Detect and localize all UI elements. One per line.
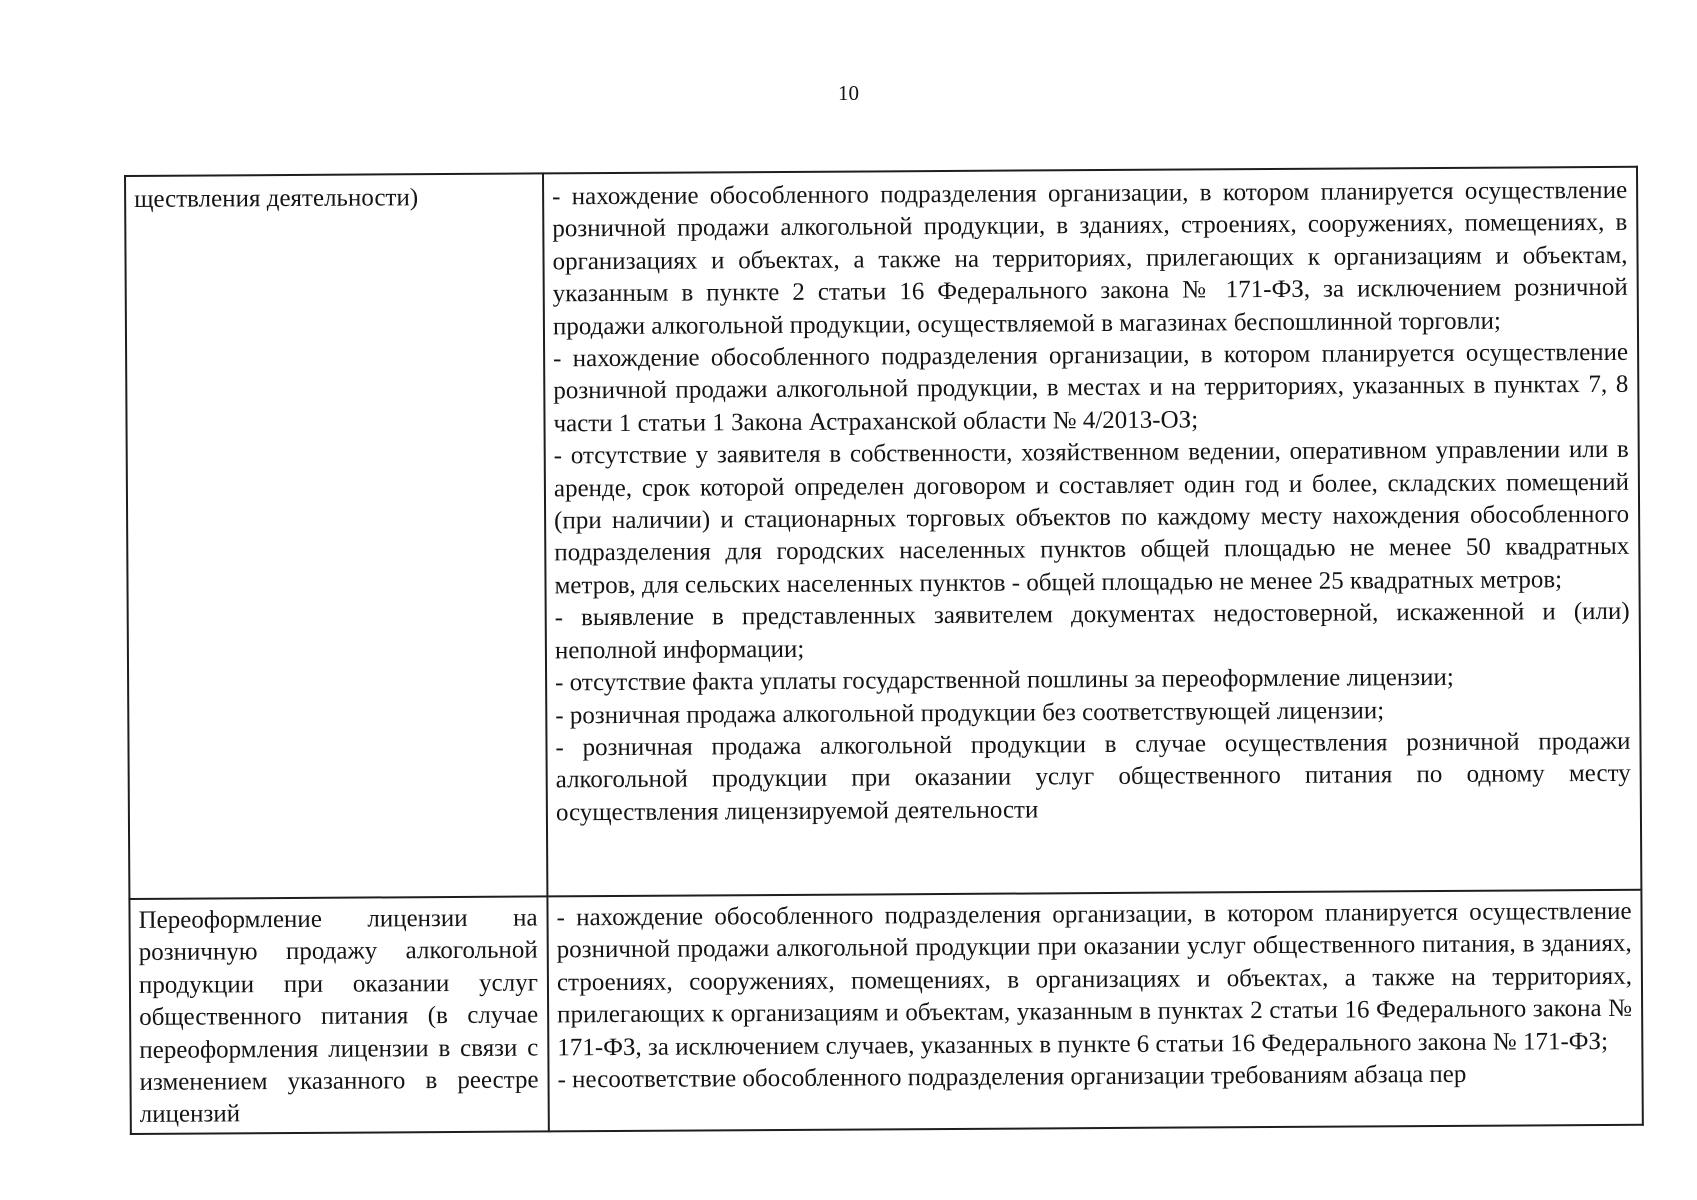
table-cell-service — [125, 173, 547, 899]
table-cell-grounds — [543, 167, 1641, 897]
refusal-grounds-text: - нахождение обособленного подразделения организации, в котором планируется осуществление розничной продажи алкогольной продукции, в зданиях, строениях, сооружениях, помещениях, в организациях и объектах, а также на территориях, прилегающих к организациям и объектам, указанным в пункте 2 статьи 16 Федерального закона № 171-ФЗ, за исключением розничной продажи алкогольной продукции, осуществляемой в магазинах беспошлинной торговли; - нахождение обособленного подразделения организации, в котором планируется осуществление розничной продажи алкогольной продукции, в местах и на территориях, указанных в пунктах 7, 8 части 1 статьи 1 Закона Астраханской области № 4/2013-ОЗ; - отсутствие у заявителя в собственности, хозяйственном ведении, оперативном управлении или в аренде, срок которой определен договором и составляет один год и более, складских помещений (при наличии) и стационарных торговых объектов по каждому месту нахождения обособленного подразделения для городских населенных пунктов общей площадью не менее 50 квадратных метров, для сельских населенных пунктов - общей площадью не менее 25 квадратных метров; - выявление в представленных заявителем документах недостоверной, искаженной и (или) неполной информации; - отсутствие факта уплаты государственной пошлины за переоформление лицензии; - розничная продажа алкогольной продукции без соответствующей лицензии; - розничная продажа алкогольной продукции в случае осуществления розничной продажи алкогольной продукции при оказании услуг общественного питания по одному месту осуществления лицензируемой деятельности — [552, 176, 1631, 827]
table-cell-service — [129, 896, 548, 1133]
page-number: 10 — [838, 81, 859, 105]
table-row — [129, 890, 1642, 1134]
table-cell-grounds — [547, 890, 1642, 1132]
service-name-text: ществления деятельности) — [134, 184, 419, 213]
service-name-text: Переоформление лицензии на розничную продажу алкогольной продукции при оказании услуг общественного питания (в случае переоформления лицензии в связи с изменением указанного в реестре лицензий — [138, 904, 539, 1129]
conditions-table — [124, 166, 1644, 1135]
table-row — [125, 167, 1641, 899]
refusal-grounds-text: - нахождение обособленного подразделения организации, в котором планируется осуществление розничной продажи алкогольной продукции при оказании услуг общественного питания, в зданиях, строениях, сооружениях, помещениях, в организациях и объектах, а также на территориях, прилегающих к организациям и объектам, указанным в пунктах 2 статьи 16 Федерального закона № 171-ФЗ, за исключением случаев, указанных в пункте 6 статьи 16 Федерального закона № 171-ФЗ; - несоответствие обособленного подразделения организации требованиям абзаца пер — [556, 897, 1633, 1094]
